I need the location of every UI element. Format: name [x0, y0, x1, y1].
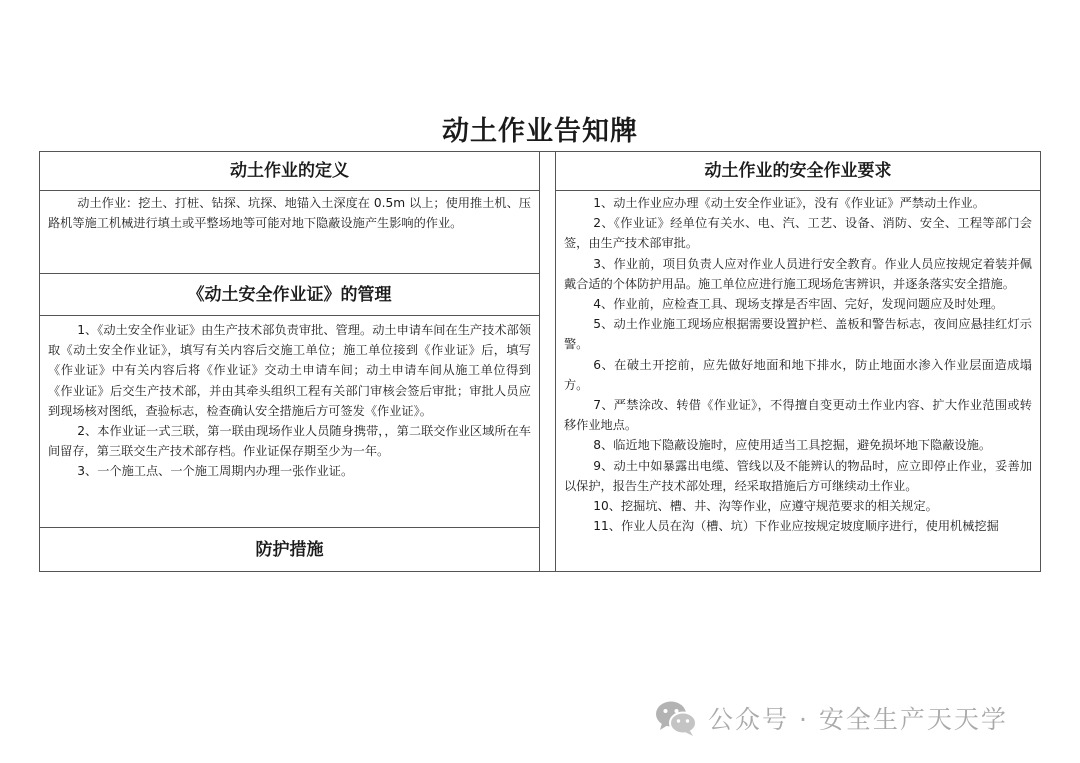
list-item: 11、作业人员在沟（槽、坑）下作业应按规定坡度顺序进行，使用机械挖掘 [593, 519, 999, 534]
left-column [40, 152, 540, 571]
permit-management-heading: 《动土安全作业证》的管理 [40, 274, 539, 316]
watermark-text: 公众号 · 安全生产天天学 [708, 705, 1008, 734]
list-item: 2、本作业证一式三联，第一联由现场作业人员随身携带，，第二联交作业区域所在车间留存，第三联交生产技术部存档。作业证保存期至少为一年。 [48, 424, 531, 459]
list-item: 7、严禁涂改、转借《作业证》，不得擅自变更动土作业内容、扩大作业范围或转移作业地点。 [564, 398, 1032, 433]
safety-requirements-heading: 动土作业的安全作业要求 [556, 152, 1040, 191]
safety-requirements-body [556, 191, 1040, 571]
list-item: 2、《作业证》经单位有关水、电、汽、工艺、设备、消防、安全、工程等部门会签，由生产技术部审批。 [564, 216, 1032, 251]
notice-board [39, 151, 1041, 572]
list-item: 1、动土作业应办理《动土安全作业证》，没有《作业证》严禁动土作业。 [593, 196, 985, 210]
definition-body [40, 191, 539, 273]
wechat-icon [654, 698, 698, 738]
right-column [556, 152, 1040, 571]
list-item: 5、动土作业施工现场应根据需要设置护栏、盖板和警告标志，夜间应悬挂红灯示警。 [564, 317, 1032, 352]
watermark [654, 698, 1008, 738]
list-item: 8、临近地下隐蔽设施时，应使用适当工具挖掘，避免损坏地下隐蔽设施。 [593, 438, 992, 453]
list-item: 3、一个施工点、一个施工周期内办理一张作业证。 [77, 464, 354, 479]
protection-heading: 防护措施 [255, 540, 324, 560]
list-item: 4、作业前，应检查工具、现场支撑是否牢固、完好，发现问题应及时处理。 [593, 297, 1004, 312]
page-title: 动土作业告知牌 [442, 116, 638, 147]
definition-text: 动土作业：挖土、打桩、钻探、坑探、地锚入土深度在 0.5m 以上；使用推土机、压路机等施工机械进行填土或平整场地等可能对地下隐蔽设施产生影响的作业。 [48, 196, 531, 231]
list-item: 6、在破土开挖前，应先做好地面和地下排水，防止地面水渗入作业层面造成塌方。 [564, 357, 1032, 392]
list-item: 10、挖掘坑、槽、井、沟等作业，应遵守规范要求的相关规定。 [593, 499, 938, 514]
definition-heading: 动土作业的定义 [40, 152, 539, 191]
list-item: 3、作业前，项目负责人应对作业人员进行安全教育。作业人员应按规定着装并佩戴合适的个体防护用品。施工单位应进行施工现场危害辨识，并逐条落实安全措施。 [564, 256, 1032, 291]
list-item: 1、《动土安全作业证》由生产技术部负责审批、管理。动土申请车间在生产技术部领取《动土安全作业证》，填写有关内容后交施工单位；施工单位接到《作业证》后，填写《作业证》中有关内容后将《作业证》交动土申请车间；动土申请车间从施工单位得到《作业证》后交生产技术部，并由其牵头组织工程有关部门审核会签后审批；审批人员应到现场核对图纸，查验标志，检查确认安全措施后方可签发《作业证》。 [48, 323, 531, 418]
permit-management-body [40, 316, 539, 526]
column-gap [540, 152, 556, 571]
list-item: 9、动土中如暴露出电缆、管线以及不能辨认的物品时，应立即停止作业，妥善加以保护，报告生产技术部处理，经采取措施后方可继续动土作业。 [564, 458, 1032, 493]
